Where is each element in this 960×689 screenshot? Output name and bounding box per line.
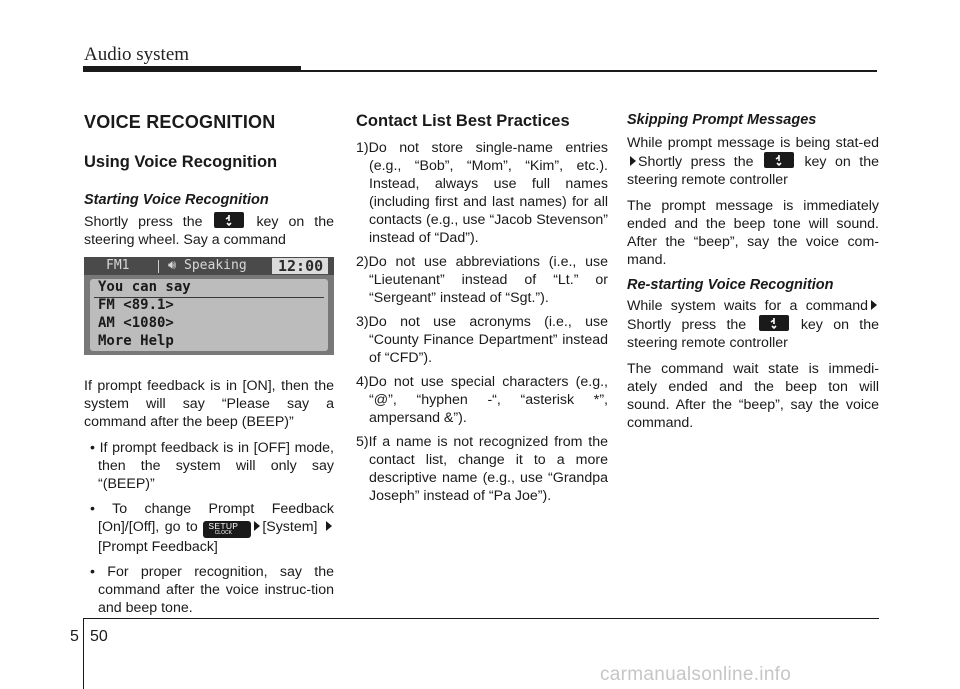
screen-line: FM <89.1> xyxy=(98,297,174,313)
feedback-bullets xyxy=(84,439,334,617)
chapter-number: 5 xyxy=(70,628,79,645)
list-item: 2)Do not use abbreviations (i.e., use “Lieutenant” instead of “Lt.” or “Sergeant” instead of “Sgt.”). xyxy=(356,254,608,306)
restarting-result-paragraph: The command wait state is immedi-ately ended and the beep ton will sound. After the “beep”, say the voice command. xyxy=(627,361,879,431)
bullet-item: • If prompt feedback is in [OFF] mode, then the system will only say “(BEEP)” xyxy=(90,440,334,492)
prompt-feedback-paragraph: If prompt feedback is in [ON], then the system will say “Please say a command after the beep (BEEP)” xyxy=(84,378,334,430)
speaker-icon: 🔊︎ xyxy=(168,258,177,273)
header-rule-thin xyxy=(301,70,877,72)
starting-voice-paragraph: Shortly press the key on the steering wheel. Say a command xyxy=(84,214,334,248)
subsection-title: Using Voice Recognition xyxy=(84,153,278,171)
screen-band: FM1 xyxy=(106,258,130,273)
footer-rule xyxy=(83,618,879,619)
skipping-result-paragraph: The prompt message is immediately ended and the beep tone will sound. After the “beep”, say the voice com-mand. xyxy=(627,198,879,268)
screen-command-list xyxy=(90,279,328,351)
arrow-right-icon xyxy=(630,156,636,166)
screen-line: More Help xyxy=(98,333,174,349)
voice-key-icon xyxy=(759,315,789,331)
restarting-voice-title: Re-starting Voice Recognition xyxy=(627,277,834,293)
footer-vertical-rule xyxy=(83,618,84,689)
contact-list-title: Contact List Best Practices xyxy=(356,112,570,130)
page-number: 50 xyxy=(90,628,108,645)
bullet-item: • For proper recognition, say the command after the voice instruc-tion and beep tone. xyxy=(90,564,334,616)
arrow-right-icon xyxy=(326,521,332,531)
voice-key-icon xyxy=(764,152,794,168)
screen-clock: 12:00 xyxy=(278,257,324,275)
page-header-title: Audio system xyxy=(84,44,190,65)
skipping-prompt-title: Skipping Prompt Messages xyxy=(627,112,817,128)
setup-key-icon: SETUP CLOCK xyxy=(203,521,251,538)
restarting-voice-paragraph: While system waits for a command Shortly press the key on the steering remote controller xyxy=(627,298,879,351)
section-title: VOICE RECOGNITION xyxy=(84,112,276,132)
bullet-item: • To change Prompt Feedback [On]/[Off], go to SETUP CLOCK [System] [Prompt Feedback] xyxy=(90,501,334,555)
screen-line: AM <1080> xyxy=(98,315,174,331)
column-left xyxy=(84,108,334,624)
list-item: 5)If a name is not recognized from the contact list, change it to a more descriptive name (e.g., use “Grandpa Joseph” instead of “Pa Joe”). xyxy=(356,434,608,504)
voice-key-icon xyxy=(214,212,244,228)
list-item: 4)Do not use special characters (e.g., “@”, “hyphen -“, “asterisk *”, ampersand &”). xyxy=(356,374,608,426)
arrow-right-icon xyxy=(871,300,877,310)
starting-voice-title: Starting Voice Recognition xyxy=(84,192,269,208)
skipping-prompt-paragraph: While prompt message is being stat-edShortly press the key on the steering remote controller xyxy=(627,135,879,188)
screen-separator xyxy=(158,260,159,273)
header-rule-thick xyxy=(83,66,301,72)
column-middle xyxy=(356,108,608,511)
list-item: 3)Do not use acronyms (i.e., use “County Finance Department” instead of “CFD”). xyxy=(356,314,608,366)
watermark: carmanualsonline.info xyxy=(600,664,792,685)
column-right xyxy=(627,108,879,440)
screen-status: 🔊︎ Speaking xyxy=(168,258,247,273)
contact-practices-list xyxy=(356,139,608,505)
arrow-right-icon xyxy=(254,521,260,531)
list-item: 1)Do not store single-name entries (e.g., “Bob”, “Mom”, “Kim”, etc.). Instead, always use full names (including first and last names) for all contacts (e.g., use “Jacob Stevenson” instead of “Dad”). xyxy=(356,140,608,246)
display-screen-image xyxy=(84,257,334,355)
screen-line: You can say xyxy=(98,279,191,295)
